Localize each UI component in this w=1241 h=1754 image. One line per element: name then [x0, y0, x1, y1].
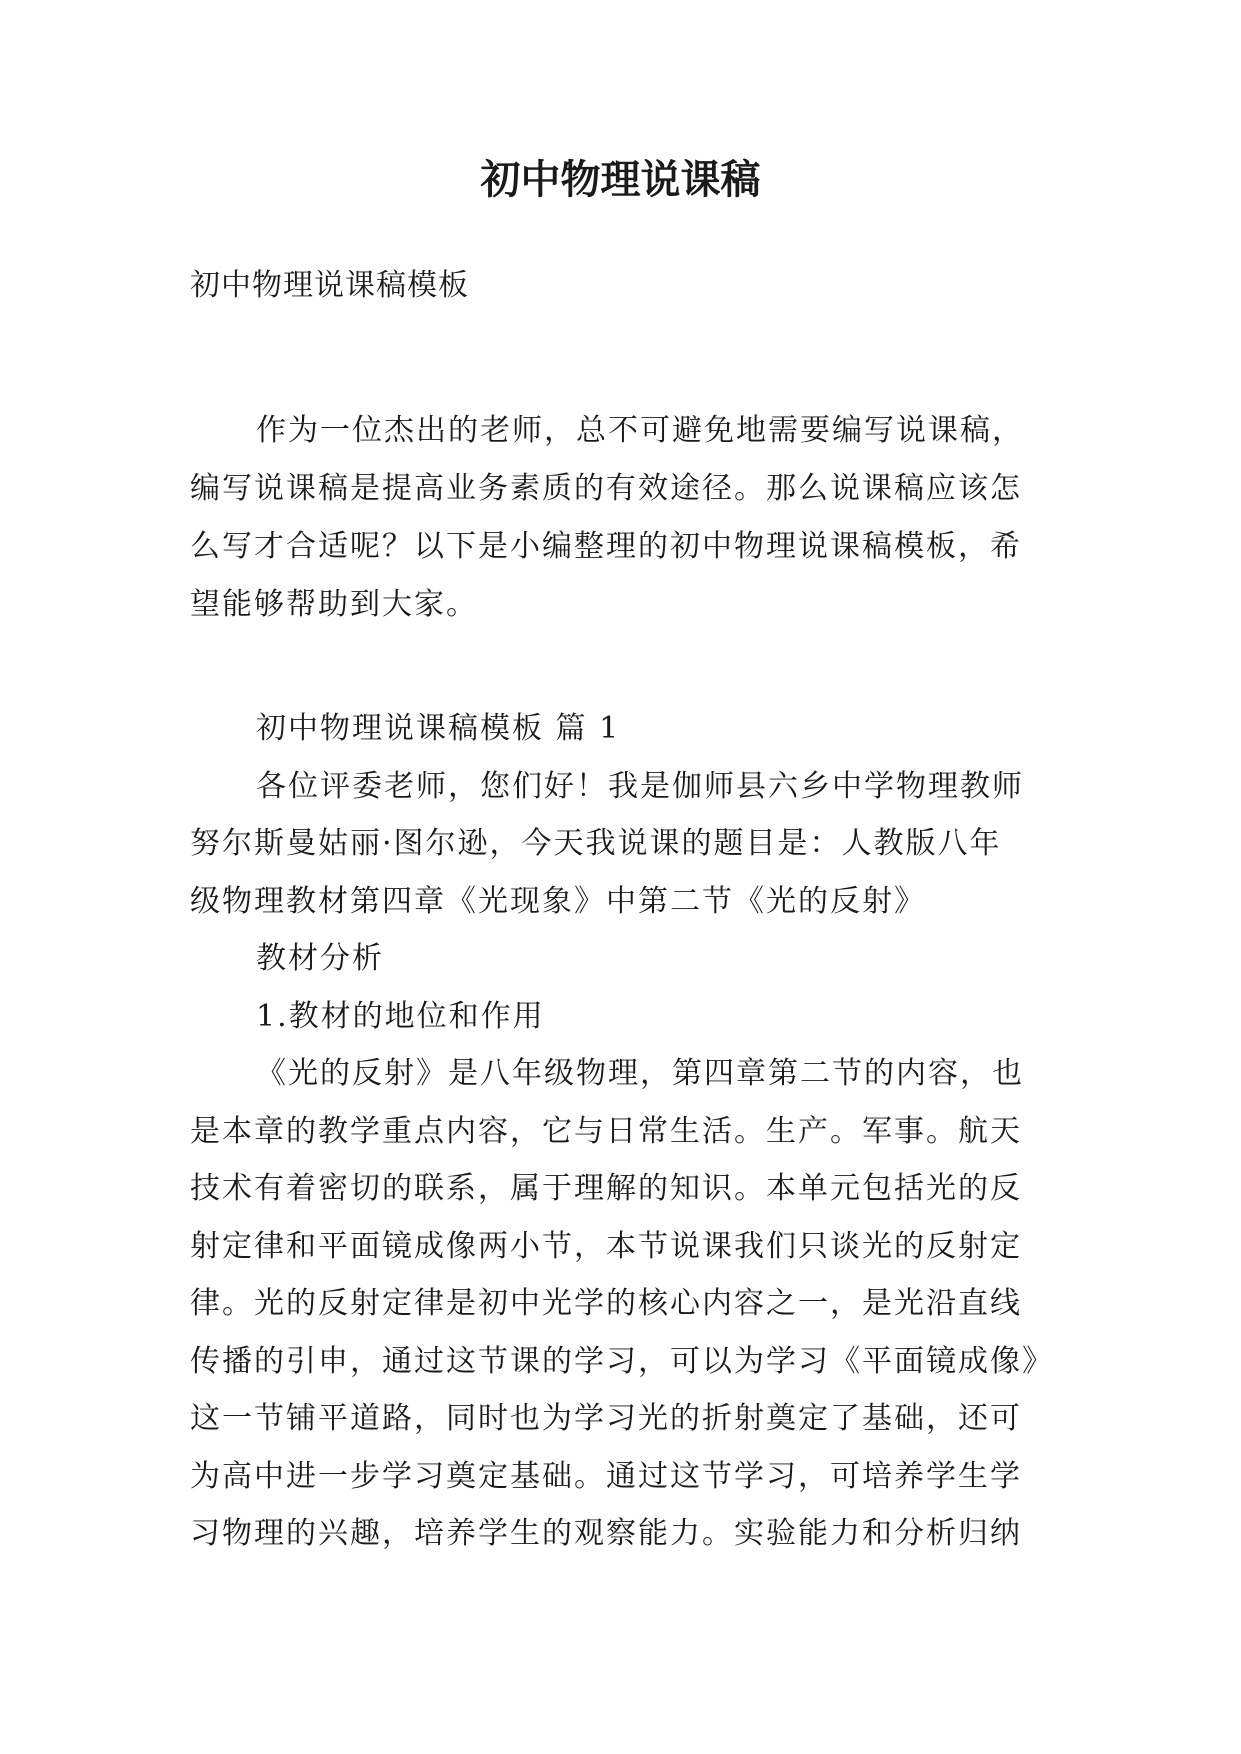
text-line: 是本章的教学重点内容，它与日常生活。生产。军事。航天	[190, 1113, 1022, 1149]
text-line: 作为一位杰出的老师，总不可避免地需要编写说课稿，	[256, 413, 1024, 448]
text-line: 这一节铺平道路，同时也为学习光的折射奠定了基础，还可	[190, 1401, 1022, 1436]
intro-paragraph	[190, 402, 1050, 634]
document-subtitle: 初中物理说课稿模板	[190, 268, 469, 303]
text-line: 么写才合适呢？以下是小编整理的初中物理说课稿模板，希	[190, 529, 1022, 564]
text-line: 《光的反射》是八年级物理，第四章第二节的内容，也	[256, 1056, 1024, 1091]
text-line: 习物理的兴趣，培养学生的观察能力。实验能力和分析归纳	[190, 1516, 1022, 1551]
text-line: 各位评委老师，您们好！我是伽师县六乡中学物理教师	[256, 768, 1024, 804]
text-line: 级物理教材第四章《光现象》中第二节《光的反射》	[190, 883, 926, 919]
text-line: 望能够帮助到大家。	[190, 587, 478, 622]
section-heading: 教材分析	[256, 941, 384, 976]
text-line: 努尔斯曼姑丽·图尔逊，今天我说课的题目是：人教版八年	[190, 826, 1002, 861]
main-section	[190, 700, 1054, 1563]
text-line: 射定律和平面镜成像两小节，本节说课我们只谈光的反射定	[190, 1228, 1022, 1264]
text-line: 传播的引申，通过这节课的学习，可以为学习《平面镜成像》	[190, 1343, 1054, 1379]
text-line: 编写说课稿是提高业务素质的有效途径。那么说课稿应该怎	[190, 471, 1022, 506]
text-line: 技术有着密切的联系，属于理解的知识。本单元包括光的反	[190, 1171, 1022, 1206]
text-line: 为高中进一步学习奠定基础。通过这节学习，可培养学生学	[190, 1458, 1022, 1494]
section-heading: 初中物理说课稿模板 篇 1	[256, 711, 621, 746]
section-heading: 1.教材的地位和作用	[256, 998, 545, 1034]
text-line: 律。光的反射定律是初中光学的核心内容之一，是光沿直线	[190, 1286, 1022, 1321]
document-title: 初中物理说课稿	[480, 156, 761, 203]
